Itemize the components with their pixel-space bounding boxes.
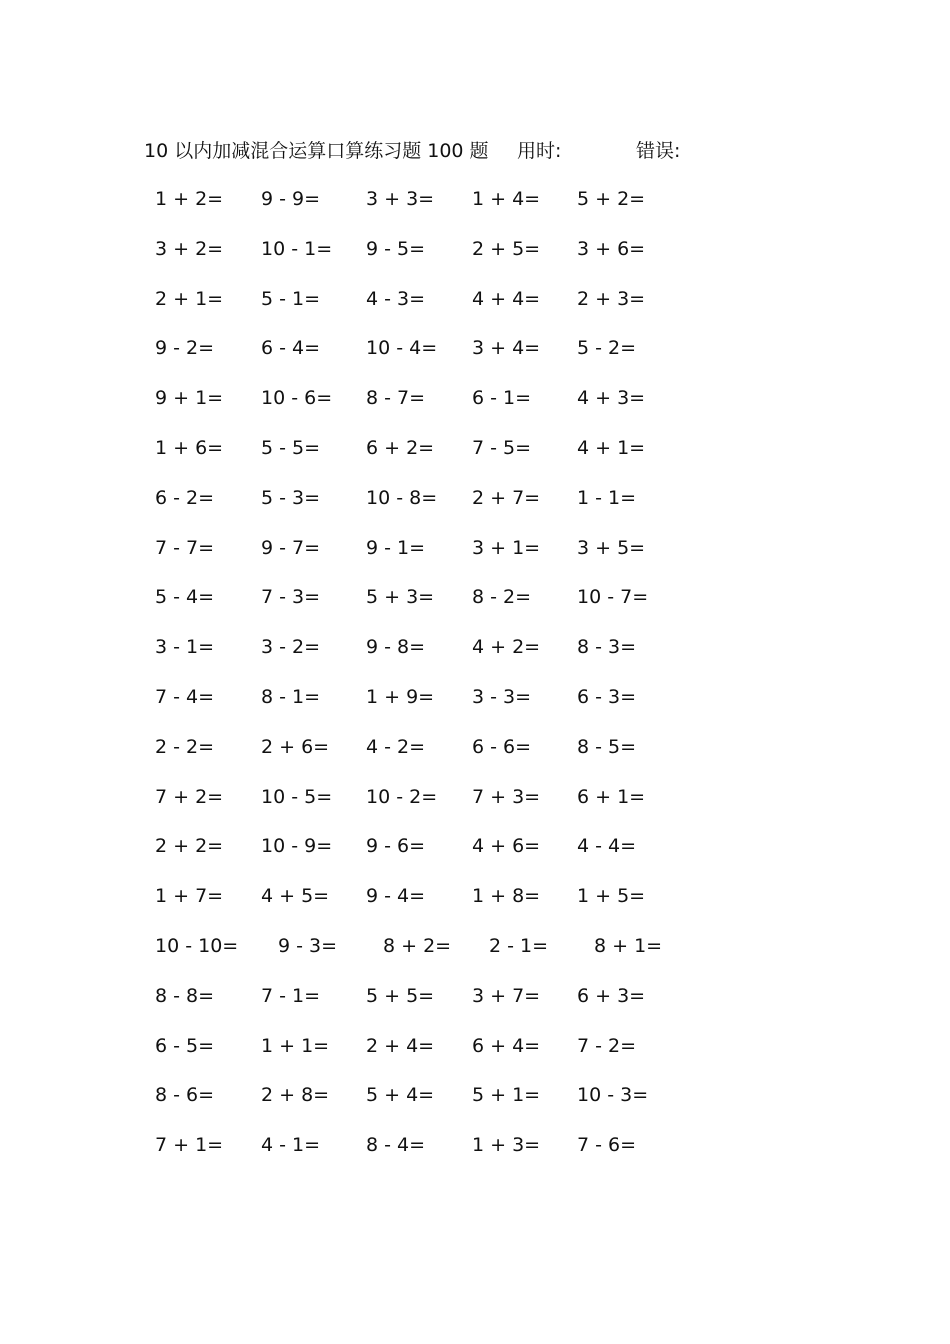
math-problem: 1 + 7= bbox=[155, 885, 224, 908]
math-problem: 3 + 3= bbox=[366, 188, 435, 210]
math-problem: 9 - 3= bbox=[278, 935, 338, 957]
math-problem: 3 + 4= bbox=[472, 337, 541, 360]
time-used-label: 用时: bbox=[517, 140, 562, 162]
math-problem: 7 - 5= bbox=[472, 437, 532, 459]
math-problem: 2 + 3= bbox=[577, 287, 646, 310]
math-problem: 3 - 1= bbox=[155, 636, 215, 659]
math-problem: 2 + 7= bbox=[472, 486, 541, 509]
math-problem: 6 - 3= bbox=[577, 686, 637, 708]
math-problem: 9 - 6= bbox=[366, 835, 426, 858]
math-problem: 6 + 1= bbox=[577, 785, 646, 808]
math-problem: 1 + 6= bbox=[155, 437, 224, 459]
math-problem: 4 - 2= bbox=[366, 735, 426, 758]
math-problem: 6 - 4= bbox=[261, 337, 321, 360]
math-problem: 7 - 2= bbox=[577, 1034, 637, 1057]
math-problem: 6 + 4= bbox=[472, 1034, 541, 1057]
math-problem: 4 - 4= bbox=[577, 835, 637, 858]
math-problem: 6 - 1= bbox=[472, 387, 532, 410]
math-problem: 8 - 6= bbox=[155, 1084, 215, 1107]
math-problem: 5 + 1= bbox=[472, 1084, 541, 1107]
math-problem: 9 - 5= bbox=[366, 237, 426, 260]
math-problem: 4 + 3= bbox=[577, 387, 646, 410]
math-problem: 1 + 5= bbox=[577, 885, 646, 908]
math-problem: 8 + 2= bbox=[383, 935, 452, 957]
math-problem: 2 + 8= bbox=[261, 1084, 330, 1107]
math-problem: 7 + 2= bbox=[155, 785, 224, 808]
math-problem: 10 - 1= bbox=[261, 237, 333, 260]
math-problem: 3 + 2= bbox=[155, 237, 224, 260]
math-problem: 7 + 1= bbox=[155, 1134, 224, 1157]
math-problem: 10 - 8= bbox=[366, 486, 438, 509]
math-problem: 5 - 3= bbox=[261, 486, 321, 509]
math-problem: 4 + 1= bbox=[577, 437, 646, 459]
math-problem: 6 + 2= bbox=[366, 437, 435, 459]
math-problem: 3 + 7= bbox=[472, 984, 541, 1007]
math-problem: 5 + 3= bbox=[366, 586, 435, 609]
math-problem: 2 + 5= bbox=[472, 237, 541, 260]
math-problem: 2 - 2= bbox=[155, 735, 215, 758]
math-problem: 4 - 3= bbox=[366, 287, 426, 310]
math-problem: 9 - 7= bbox=[261, 536, 321, 559]
math-problem: 6 + 3= bbox=[577, 984, 646, 1007]
math-problem: 10 - 3= bbox=[577, 1084, 649, 1107]
math-problem: 8 - 3= bbox=[577, 636, 637, 659]
math-problem: 4 + 5= bbox=[261, 885, 330, 908]
math-problem: 9 - 4= bbox=[366, 885, 426, 908]
math-problem: 7 - 7= bbox=[155, 536, 215, 559]
math-problem: 9 - 1= bbox=[366, 536, 426, 559]
math-problem: 3 + 5= bbox=[577, 536, 646, 559]
math-problem: 1 + 2= bbox=[155, 188, 224, 210]
math-problem: 2 - 1= bbox=[489, 935, 549, 957]
math-problem: 5 + 5= bbox=[366, 984, 435, 1007]
math-problem: 9 + 1= bbox=[155, 387, 224, 410]
math-problem: 7 - 4= bbox=[155, 686, 215, 708]
math-problem: 5 - 4= bbox=[155, 586, 215, 609]
math-problem: 3 + 6= bbox=[577, 237, 646, 260]
math-problem: 5 - 2= bbox=[577, 337, 637, 360]
math-problem: 1 - 1= bbox=[577, 486, 637, 509]
math-problem: 1 + 8= bbox=[472, 885, 541, 908]
math-problem: 1 + 3= bbox=[472, 1134, 541, 1157]
math-problem: 3 - 3= bbox=[472, 686, 532, 708]
math-problem: 1 + 4= bbox=[472, 188, 541, 210]
math-problem: 8 - 7= bbox=[366, 387, 426, 410]
math-problem: 2 + 1= bbox=[155, 287, 224, 310]
math-problem: 4 + 4= bbox=[472, 287, 541, 310]
math-problem: 6 - 6= bbox=[472, 735, 532, 758]
math-problem: 5 - 5= bbox=[261, 437, 321, 459]
math-problem: 7 - 1= bbox=[261, 984, 321, 1007]
math-problem: 10 - 10= bbox=[155, 935, 239, 957]
math-problem: 8 - 5= bbox=[577, 735, 637, 758]
math-problem: 7 + 3= bbox=[472, 785, 541, 808]
math-problem: 10 - 9= bbox=[261, 835, 333, 858]
math-problem: 2 + 6= bbox=[261, 735, 330, 758]
math-problem: 8 - 1= bbox=[261, 686, 321, 708]
math-problem: 3 - 2= bbox=[261, 636, 321, 659]
math-problem: 8 - 8= bbox=[155, 984, 215, 1007]
math-problem: 6 - 5= bbox=[155, 1034, 215, 1057]
math-problem: 1 + 9= bbox=[366, 686, 435, 708]
math-problem: 1 + 1= bbox=[261, 1034, 330, 1057]
math-problem: 10 - 5= bbox=[261, 785, 333, 808]
math-problem: 4 - 1= bbox=[261, 1134, 321, 1157]
math-problem: 6 - 2= bbox=[155, 486, 215, 509]
worksheet-title: 10 以内加减混合运算口算练习题 100 题 bbox=[144, 140, 489, 162]
math-problem: 10 - 7= bbox=[577, 586, 649, 609]
math-problem: 10 - 2= bbox=[366, 785, 438, 808]
math-problem: 5 - 1= bbox=[261, 287, 321, 310]
math-problem: 4 + 2= bbox=[472, 636, 541, 659]
math-problem: 7 - 3= bbox=[261, 586, 321, 609]
math-problem: 7 - 6= bbox=[577, 1134, 637, 1157]
math-problem: 9 - 9= bbox=[261, 188, 321, 210]
math-problem: 10 - 6= bbox=[261, 387, 333, 410]
errors-label: 错误: bbox=[636, 140, 681, 162]
math-problem: 8 - 2= bbox=[472, 586, 532, 609]
math-problem: 2 + 4= bbox=[366, 1034, 435, 1057]
math-problem: 10 - 4= bbox=[366, 337, 438, 360]
math-problem: 9 - 2= bbox=[155, 337, 215, 360]
math-problem: 8 - 4= bbox=[366, 1134, 426, 1157]
math-problem: 5 + 4= bbox=[366, 1084, 435, 1107]
math-problem: 9 - 8= bbox=[366, 636, 426, 659]
math-problem: 2 + 2= bbox=[155, 835, 224, 858]
math-problem: 5 + 2= bbox=[577, 188, 646, 210]
math-problem: 3 + 1= bbox=[472, 536, 541, 559]
math-problem: 4 + 6= bbox=[472, 835, 541, 858]
math-problem: 8 + 1= bbox=[594, 935, 663, 957]
